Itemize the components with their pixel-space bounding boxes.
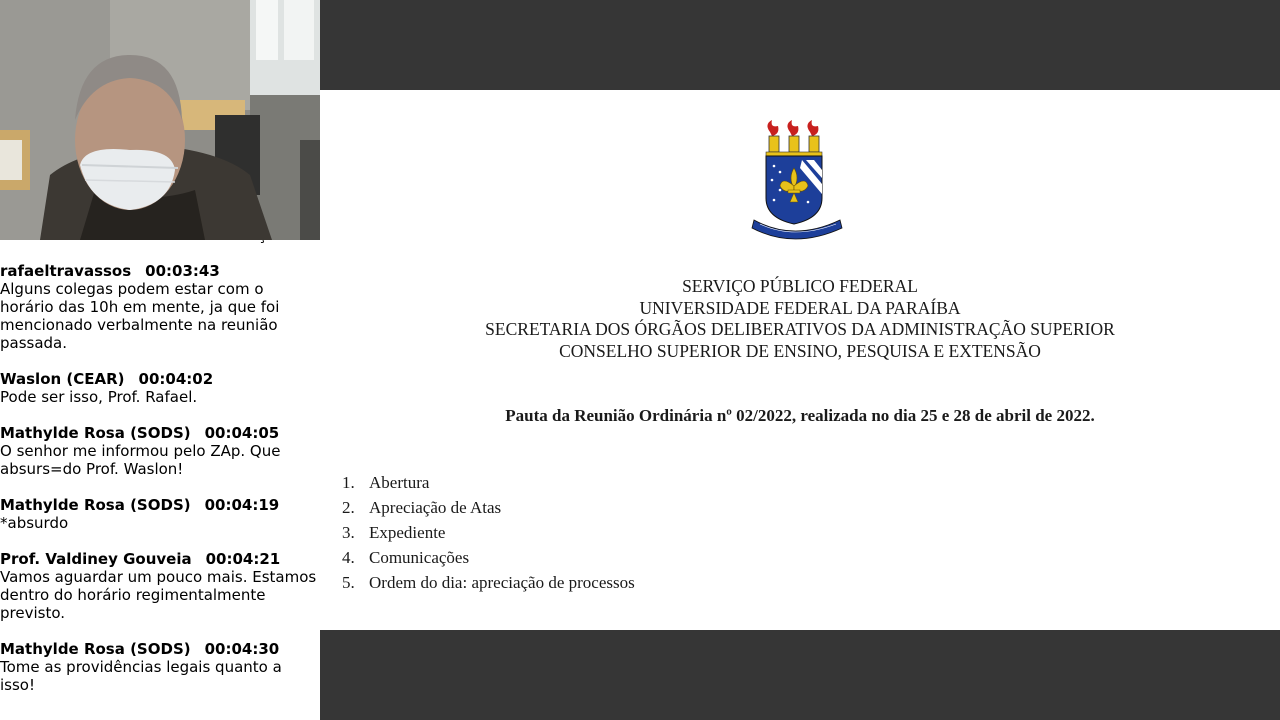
chat-timestamp: 00:04:19 [204, 496, 280, 514]
agenda-item-number: 1. [342, 473, 355, 492]
ufpb-crest-logo [750, 120, 850, 242]
chat-text: O senhor me informou pelo ZAp. Que absurs=do Prof. Waslon! [0, 442, 281, 478]
chat-author: Prof. Valdiney Gouveia [0, 550, 192, 568]
chat-timestamp: 00:04:30 [204, 640, 280, 658]
agenda-item [342, 549, 635, 574]
agenda-item [342, 499, 635, 524]
presentation-area [320, 0, 1280, 720]
chat-message [0, 424, 320, 478]
chat-author: Mathylde Rosa (SODS) [0, 496, 191, 514]
chat-log[interactable] [0, 226, 320, 712]
agenda-item [342, 474, 635, 499]
chat-timestamp: 00:04:02 [138, 370, 214, 388]
agenda-item-number: 5. [342, 573, 355, 592]
chat-text: Tome as providências legais quanto a isso! [0, 658, 282, 694]
chat-message [0, 640, 320, 694]
slide-header [320, 276, 1280, 362]
header-line: UNIVERSIDADE FEDERAL DA PARAÍBA [639, 297, 961, 318]
header-line: SERVIÇO PÚBLICO FEDERAL [682, 276, 918, 296]
header-line: SECRETARIA DOS ÓRGÃOS DELIBERATIVOS DA ADMINISTRAÇÃO SUPERIOR [485, 319, 1115, 339]
slide [320, 90, 1280, 630]
chat-text: Pode ser isso, Prof. Rafael. [0, 388, 198, 406]
left-panel [0, 0, 320, 720]
chat-message [0, 262, 320, 352]
agenda-item [342, 574, 635, 599]
webcam-video[interactable] [0, 0, 320, 240]
agenda-item-number: 4. [342, 548, 355, 567]
agenda-list [342, 474, 635, 599]
chat-text: Alguns colegas podem estar com o horário das 10h em mente, ja que foi mencionado verbalmente na reunião passada. [0, 280, 280, 352]
webcam-frame [0, 0, 320, 240]
pauta-title: Pauta da Reunião Ordinária nº 02/2022, realizada no dia 25 e 28 de abril de 2022. [505, 406, 1095, 425]
chat-text: Vamos aguardar um pouco mais. Estamos dentro do horário regimentalmente previsto. [0, 568, 317, 622]
chat-message [0, 496, 320, 532]
agenda-item-label: Abertura [369, 473, 430, 492]
header-line: CONSELHO SUPERIOR DE ENSINO, PESQUISA E EXTENSÃO [559, 340, 1041, 361]
agenda-item-number: 3. [342, 523, 355, 542]
chat-author: rafaeltravassos [0, 262, 132, 280]
chat-author: Mathylde Rosa (SODS) [0, 640, 191, 658]
agenda-item [342, 524, 635, 549]
chat-timestamp: 00:04:21 [205, 550, 281, 568]
chat-message [0, 370, 320, 406]
agenda-item-number: 2. [342, 498, 355, 517]
agenda-item-label: Expediente [369, 523, 446, 542]
agenda-item-label: Ordem do dia: apreciação de processos [369, 573, 635, 592]
chat-author: Mathylde Rosa (SODS) [0, 424, 191, 442]
chat-timestamp: 00:04:05 [204, 424, 280, 442]
chat-timestamp: 00:03:43 [145, 262, 220, 280]
chat-text: *absurdo [0, 514, 69, 532]
chat-author: Waslon (CEAR) [0, 370, 125, 388]
agenda-item-label: Comunicações [369, 548, 470, 567]
chat-message [0, 550, 320, 622]
agenda-item-label: Apreciação de Atas [369, 498, 502, 517]
